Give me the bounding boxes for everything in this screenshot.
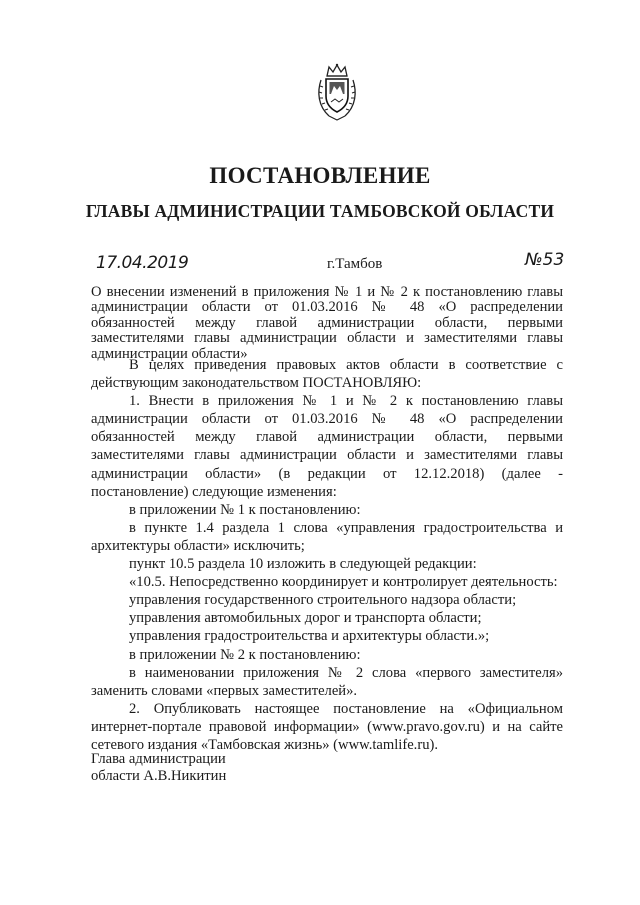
- document-date: 17.04.2019: [96, 253, 189, 273]
- paragraph: В целях приведения правовых актов области в соответствие с действующим законодательством ПОСТАНОВЛЯЮ:: [91, 357, 563, 392]
- tambov-coat-of-arms-icon: [315, 62, 359, 124]
- signature-line: Глава администрации: [91, 751, 226, 767]
- document-title: ПОСТАНОВЛЕНИЕ: [209, 163, 431, 188]
- paragraph: управления автомобильных дорог и транспорта области;: [129, 610, 482, 627]
- paragraph: 1. Внести в приложения № 1 и № 2 к постановлению главы администрации области от 01.03.2016 № 48 «О распределении обязанностей между главой администрации области, первыми заместителями главы администрации области и заместителями главы администрации области» (в редакции от 12.12.2018) (далее - постановление) следующие изменения:: [91, 393, 563, 500]
- paragraph: в пункте 1.4 раздела 1 слова «управления градостроительства и архитектуры области» исключить;: [91, 519, 563, 554]
- paragraph: управления градостроительства и архитектуры области.»;: [129, 628, 490, 645]
- document-city: г.Тамбов: [327, 256, 383, 272]
- paragraph: управления государственного строительного надзора области;: [129, 592, 517, 609]
- document-body: [91, 356, 563, 754]
- signature-block: [91, 751, 226, 784]
- paragraph: в приложении № 1 к постановлению:: [129, 501, 361, 518]
- paragraph: в приложении № 2 к постановлению:: [129, 646, 361, 663]
- paragraph: «10.5. Непосредственно координирует и контролирует деятельность:: [129, 574, 558, 591]
- paragraph: в наименовании приложения № 2 слова «первого заместителя» заменить словами «первых заместителей».: [91, 664, 563, 699]
- document-subtitle: ГЛАВЫ АДМИНИСТРАЦИИ ТАМБОВСКОЙ ОБЛАСТИ: [85, 201, 555, 221]
- paragraph: пункт 10.5 раздела 10 изложить в следующей редакции:: [129, 556, 477, 573]
- document-subject: О внесении изменений в приложения № 1 и № 2 к постановлению главы администрации области от 01.03.2016 № 48 «О распределении обязанностей между главой администрации области, первыми заместителями главы администрации области и заместителями главы администрации области»: [91, 284, 563, 362]
- document-number: №53: [525, 250, 565, 270]
- signature-line: области А.В.Никитин: [91, 767, 227, 784]
- paragraph: 2. Опубликовать настоящее постановление на «Официальном интернет-портале правовой информации» (www.pravo.gov.ru) и на сайте сетевого издания «Тамбовская жизнь» (www.tamlife.ru).: [91, 700, 563, 753]
